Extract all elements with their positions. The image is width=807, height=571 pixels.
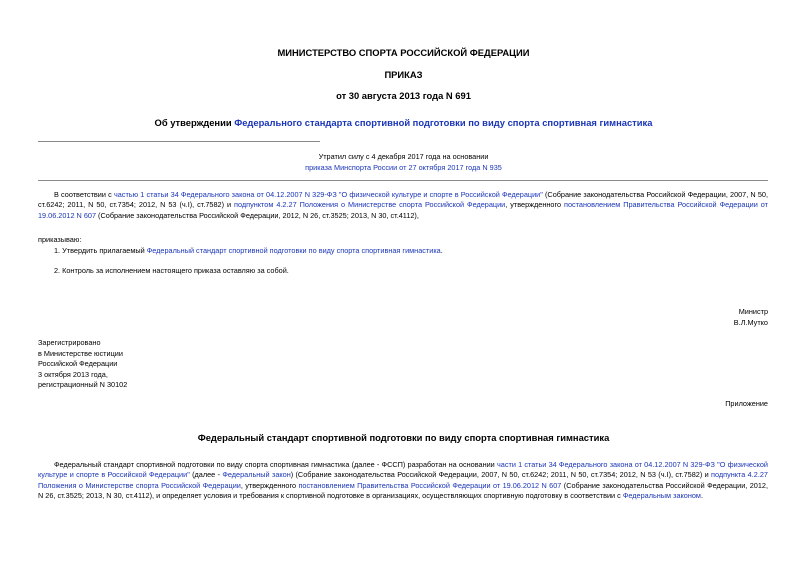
repeal-order-link[interactable]: приказа Минспорта России от 27 октября 2017 года N 935 — [305, 163, 502, 172]
ministry-heading: МИНИСТЕРСТВО СПОРТА РОССИЙСКОЙ ФЕДЕРАЦИИ — [277, 47, 530, 58]
document-type: ПРИКАЗ — [384, 69, 423, 80]
appendix-federal-law-link-2[interactable]: Федеральным законом — [622, 491, 701, 501]
appendix-paragraph — [38, 460, 768, 502]
order-title — [0, 117, 807, 128]
order-item-1 — [54, 246, 443, 255]
appendix-text-6: . — [700, 491, 703, 501]
signature-name: В.Л.Мутко — [733, 318, 768, 327]
appendix-regulation-link[interactable]: подпункта 4.2.27 Положения о Министерстве спорта Российской Федерации — [38, 470, 768, 490]
appendix-text-4: , утвержденного — [240, 480, 299, 490]
appendix-law-article-link[interactable]: части 1 статьи 34 Федерального закона от 04.12.2007 N 329-ФЗ "О физической культуре и спорте в Российской Федерации" — [38, 460, 769, 480]
order-item-2: 2. Контроль за исполнением настоящего приказа оставляю за собой. — [54, 266, 289, 275]
registration-line-4: 3 октября 2013 года, — [38, 369, 108, 379]
appendix-decree-link[interactable]: постановлением Правительства Российской Федерации от 19.06.2012 N 607 — [298, 480, 562, 490]
order-word: приказываю: — [38, 235, 82, 244]
order-title-prefix: Об утверждении — [154, 117, 235, 128]
registration-line-1: Зарегистрировано — [38, 338, 101, 347]
registration-line-3: Российской Федерации — [38, 359, 118, 369]
appendix-label: Приложение — [725, 399, 768, 408]
separator-long — [38, 180, 768, 181]
signature-position: Министр — [738, 307, 768, 316]
item-1-text: 1. Утвердить прилагаемый — [54, 246, 147, 255]
registration-line-5: регистрационный N 30102 — [38, 380, 128, 390]
preamble-text-4: (Собрание законодательства Российской Федерации, 2012, N 26, ст.3525; 2013, N 30, ст.4112), — [96, 210, 419, 220]
document-date-number: от 30 августа 2013 года N 691 — [336, 90, 471, 101]
appendix-heading: Федеральный стандарт спортивной подготовки по виду спорта спортивная гимнастика — [197, 432, 610, 443]
appendix-text-3: ) (Собрание законодательства Российской Федерации, 2007, N 50, ст.6242; 2011, N 50, ст.7354; 2012, N 53 (ч.I), ст.7582) и — [290, 470, 712, 480]
item-1-end: . — [440, 246, 443, 255]
appendix-text-5: (Собрание законодательства Российской Федерации, 2012, N 26, ст.3525; 2013, N 30, ст.4112), и определяет условия и требования к спортивной подготовке в организациях, осуществляющих спортивную подготовку в соответствии с — [38, 480, 768, 501]
appendix-text-1: Федеральный стандарт спортивной подготовки по виду спорта спортивная гимнастика (далее - ФССП) разработан на основании — [54, 460, 497, 469]
registration-block — [38, 338, 127, 391]
federal-law-link[interactable]: Федеральный закон — [222, 470, 291, 480]
separator-short — [38, 141, 320, 142]
government-decree-link[interactable]: постановлением Правительства Российской Федерации от 19.06.2012 N 607 — [38, 200, 768, 220]
regulation-subclause-link[interactable]: подпунктом 4.2.27 Положения о Министерстве спорта Российской Федерации — [234, 200, 506, 210]
standard-title-link[interactable]: Федерального стандарта спортивной подготовки по виду спорта спортивная гимнастика — [234, 117, 653, 128]
appendix-text-2: (далее - — [189, 470, 223, 480]
law-article-link[interactable]: частью 1 статьи 34 Федерального закона от 04.12.2007 N 329-ФЗ "О физической культуре и спорте в Российской Федерации" — [113, 190, 543, 199]
status-note: Утратил силу с 4 декабря 2017 года на основании — [318, 152, 489, 161]
preamble-text-1: В соответствии с — [54, 190, 114, 199]
preamble-paragraph — [38, 190, 768, 221]
preamble-text-3: , утвержденного — [505, 200, 564, 210]
preamble-text-2: (Собрание законодательства Российской Федерации, 2007, N 50, ст.6242; 2011, N 50, ст.7354; 2012, N 53 (ч.I), ст.7582) и — [38, 190, 769, 210]
standard-approval-link[interactable]: Федеральный стандарт спортивной подготовки по виду спорта спортивная гимнастика — [146, 246, 441, 255]
registration-line-2: в Министерстве юстиции — [38, 348, 123, 358]
